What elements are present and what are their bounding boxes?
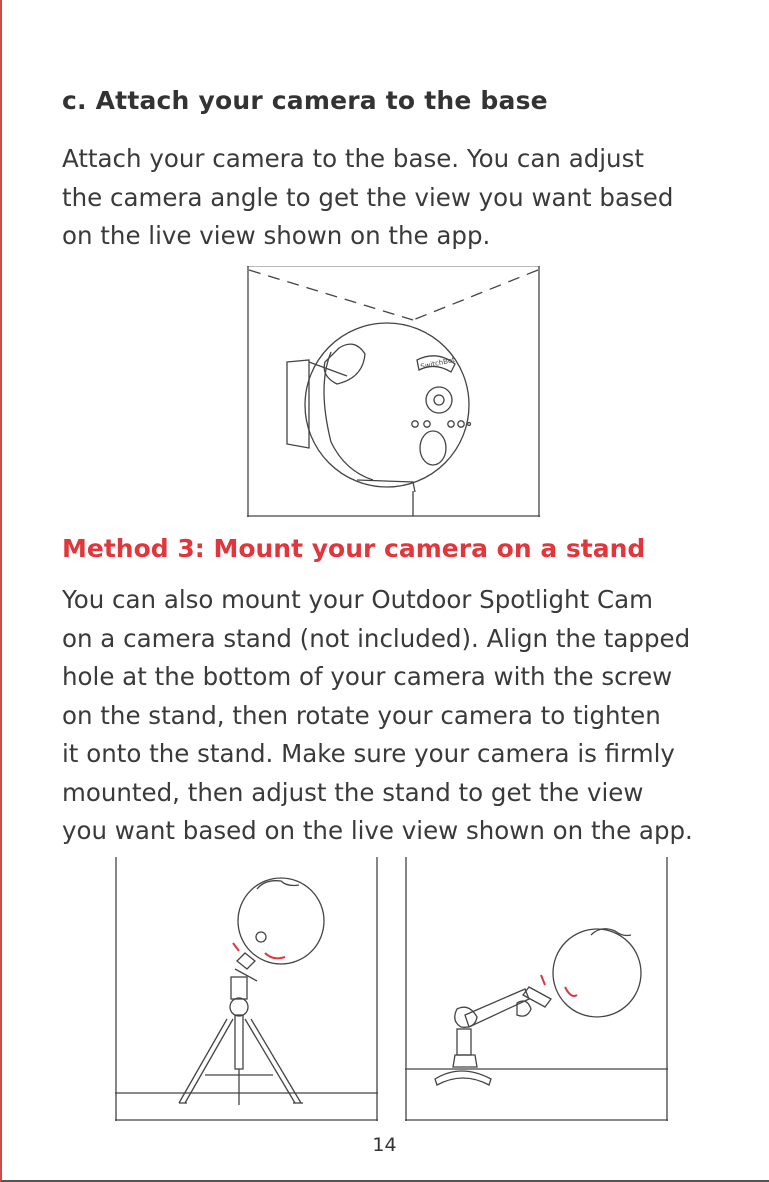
- paragraph-line: Attach your camera to the base. You can adjust: [62, 144, 644, 173]
- tripod-stand-illustration: [115, 857, 378, 1121]
- method-paragraph: [62, 581, 722, 851]
- paragraph-line: hole at the bottom of your camera with the screw: [62, 662, 673, 691]
- camera-on-base-illustration: [247, 266, 540, 517]
- section-heading: c. Attach your camera to the base: [62, 86, 548, 115]
- paragraph-line: mounted, then adjust the stand to get the view: [62, 777, 644, 807]
- paragraph-line: you want based on the live view shown on the app.: [62, 816, 693, 845]
- paragraph-line: You can also mount your Outdoor Spotlight Cam: [62, 585, 653, 614]
- tripod-stand-drawing: [115, 857, 378, 1121]
- paragraph-line: the camera angle to get the view you want based: [62, 182, 674, 212]
- paragraph-line: on the live view shown on the app.: [62, 221, 491, 250]
- wall-arm-stand-illustration: [405, 857, 668, 1121]
- method-heading: Method 3: Mount your camera on a stand: [62, 534, 646, 563]
- page-number: 14: [372, 1134, 397, 1156]
- paragraph-line: on a camera stand (not included). Align the tapped: [62, 623, 691, 653]
- paragraph-line: on the stand, then rotate your camera to tighten: [62, 700, 661, 730]
- section-paragraph: [62, 140, 722, 256]
- wall-arm-stand-drawing: [405, 857, 668, 1121]
- switchbot-logo-text: SwitchBot: [419, 355, 456, 371]
- camera-on-base-drawing: [247, 266, 540, 517]
- paragraph-line: it onto the stand. Make sure your camera is firmly: [62, 739, 675, 768]
